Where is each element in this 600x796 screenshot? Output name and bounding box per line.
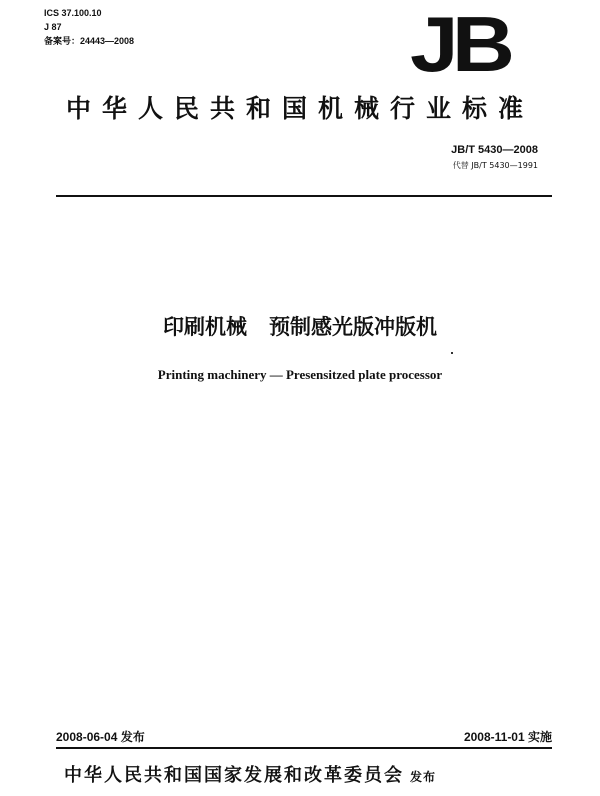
issuer-line xyxy=(64,764,436,789)
jb-logo: JB xyxy=(410,0,509,88)
issue-date: 2008-06-04 发布 xyxy=(56,730,145,744)
standard-category-title: 中华人民共和国机械行业标准 xyxy=(65,94,534,123)
bottom-divider xyxy=(56,747,552,749)
implementation-date: 2008-11-01 实施 xyxy=(463,730,552,744)
title-chinese: 印刷机械 预制感光版冲版机 xyxy=(163,315,437,339)
ics-code: ICS 37.100.10 xyxy=(44,8,102,18)
scan-dot xyxy=(451,352,453,354)
standard-number: JB/T 5430—2008 xyxy=(451,144,538,156)
header-meta xyxy=(44,6,134,48)
replaces-standard: 代替 JB/T 5430—1991 xyxy=(452,161,538,170)
class-code: J 87 xyxy=(44,22,62,32)
title-english: Printing machinery — Presensitzed plate processor xyxy=(157,367,443,382)
record-number: 备案号：24443—2008 xyxy=(44,36,135,46)
issuer-name: 中华人民共和国国家发展和改革委员会 xyxy=(64,765,404,786)
top-divider xyxy=(56,195,552,197)
issuer-suffix: 发布 xyxy=(410,770,437,784)
